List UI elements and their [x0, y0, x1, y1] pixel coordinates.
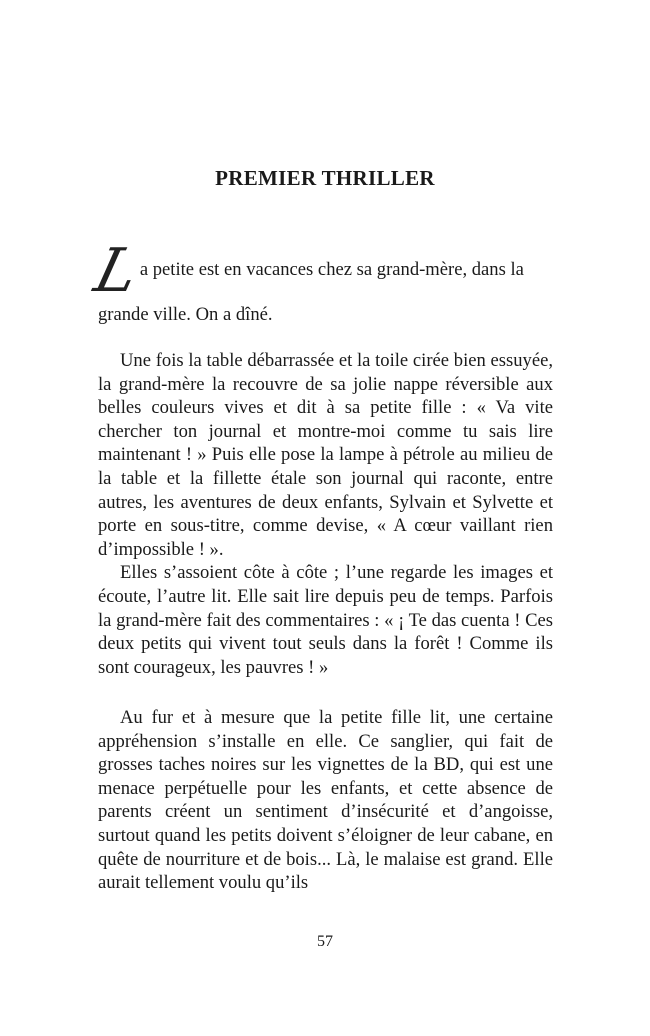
- page-number: 57: [317, 933, 333, 950]
- paragraph-reading-together: Elles s’assoient côte à côte ; l’une regarde les images et écoute, l’autre lit. Elle sait lire depuis peu de temps. Parfois la grand-mère fait des commentaires : « ¡ Te das cuenta ! Ces deux petits qui vivent tout seuls dans la forêt ! Comme ils sont courageux, les pauvres ! »: [98, 562, 553, 678]
- paragraph-apprehension: Au fur et à mesure que la petite fille lit, une certaine appréhension s’installe en elle. Ce sanglier, qui fait de grosses taches noires sur les vignettes de la BD, qui est une menace perpétuelle pour les enfants, et cette absence de parents créent un sentiment d’insécurité et d’angoisse, surtout quand les petits doivent s’éloigner de leur cabane, en quête de nourriture et de bois... Là, le malaise est grand. Elle aurait tellement voulu qu’ils: [98, 707, 553, 894]
- opening-line-1: a petite est en vacances chez sa grand-mère, dans la: [139, 259, 524, 280]
- drop-cap: L: [88, 236, 146, 306]
- paragraph-group-2: [98, 706, 553, 895]
- opening-paragraph: [88, 236, 553, 327]
- opening-line-2: grande ville. On a dîné.: [98, 304, 273, 325]
- paragraph-table-journal: Une fois la table débarrassée et la toile cirée bien essuyée, la grand-mère la recouvre de sa jolie nappe réversible aux belles couleurs vives et dit à sa petite fille : « Va vite chercher ton journal et montre-moi comme tu sais lire maintenant ! » Puis elle pose la lampe à pétrole au milieu de la table et la fillette étale son journal qui raconte, entre autres, les aventures de deux enfants, Sylvain et Sylvette et porte en sous-titre, comme devise, « A cœur vaillant rien d’impossible ! ».: [98, 350, 553, 560]
- chapter-title: PREMIER THRILLER: [215, 166, 435, 190]
- paragraph-group-1: [98, 349, 553, 679]
